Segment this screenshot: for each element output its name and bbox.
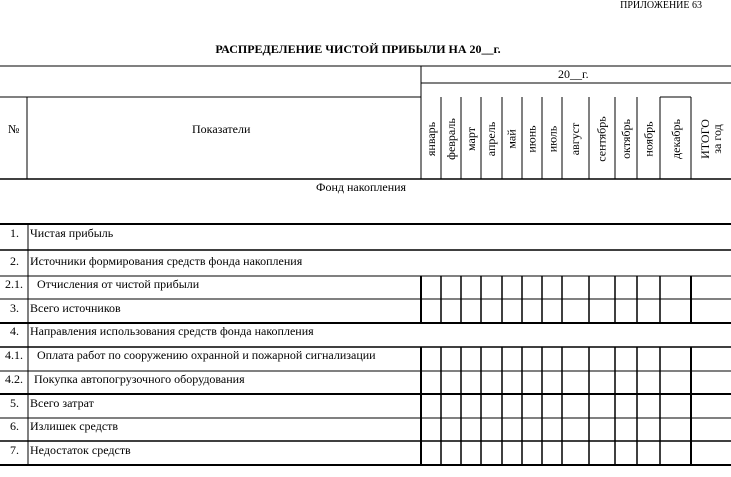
- month-july: июль: [545, 125, 559, 153]
- month-august: август: [568, 122, 583, 156]
- row-number: 1.: [10, 226, 19, 240]
- row-label: Недостаток средств: [30, 443, 131, 457]
- row-number: 2.: [10, 254, 19, 268]
- row-label: Оплата работ по сооружению охранной и пожарной сигнализации: [37, 348, 376, 362]
- page-title: РАСПРЕДЕЛЕНИЕ ЧИСТОЙ ПРИБЫЛИ НА 20__г.: [215, 42, 501, 56]
- month-november: ноябрь: [641, 121, 656, 157]
- appendix-label: ПРИЛОЖЕНИЕ 63: [620, 0, 702, 11]
- header-number: №: [8, 122, 20, 136]
- row-number: 5.: [10, 396, 19, 410]
- header-total: ИТОГО за год: [698, 119, 724, 159]
- month-december: декабрь: [668, 119, 683, 159]
- month-october: октябрь: [619, 119, 634, 159]
- month-june: июнь: [525, 125, 539, 153]
- row-label: Излишек средств: [30, 419, 119, 433]
- header-year: 20__г.: [558, 67, 589, 81]
- header-indicators: Показатели: [192, 122, 251, 136]
- row-number: 6.: [10, 419, 19, 433]
- month-may: май: [504, 129, 519, 149]
- row-label: Отчисления от чистой прибыли: [37, 277, 200, 291]
- row-number: 3.: [10, 301, 19, 315]
- row-label: Источники формирования средств фонда накопления: [30, 254, 303, 268]
- month-january: январь: [424, 121, 438, 157]
- section-title: Фонд накопления: [316, 180, 407, 194]
- month-april: апрель: [484, 121, 499, 157]
- month-march: март: [464, 127, 478, 151]
- month-february: февраль: [444, 118, 459, 160]
- row-label: Чистая прибыль: [30, 226, 114, 240]
- row-label: Всего затрат: [30, 396, 94, 410]
- row-number: 4.: [10, 324, 19, 338]
- row-number: 4.2.: [5, 372, 23, 386]
- row-number: 7.: [10, 443, 19, 457]
- row-label: Покупка автопогрузочного оборудования: [34, 372, 245, 386]
- row-label: Направления использования средств фонда накопления: [30, 324, 314, 338]
- row-label: Всего источников: [30, 301, 121, 315]
- month-september: сентябрь: [595, 116, 609, 162]
- row-number: 2.1.: [5, 277, 23, 291]
- row-number: 4.1.: [5, 348, 23, 362]
